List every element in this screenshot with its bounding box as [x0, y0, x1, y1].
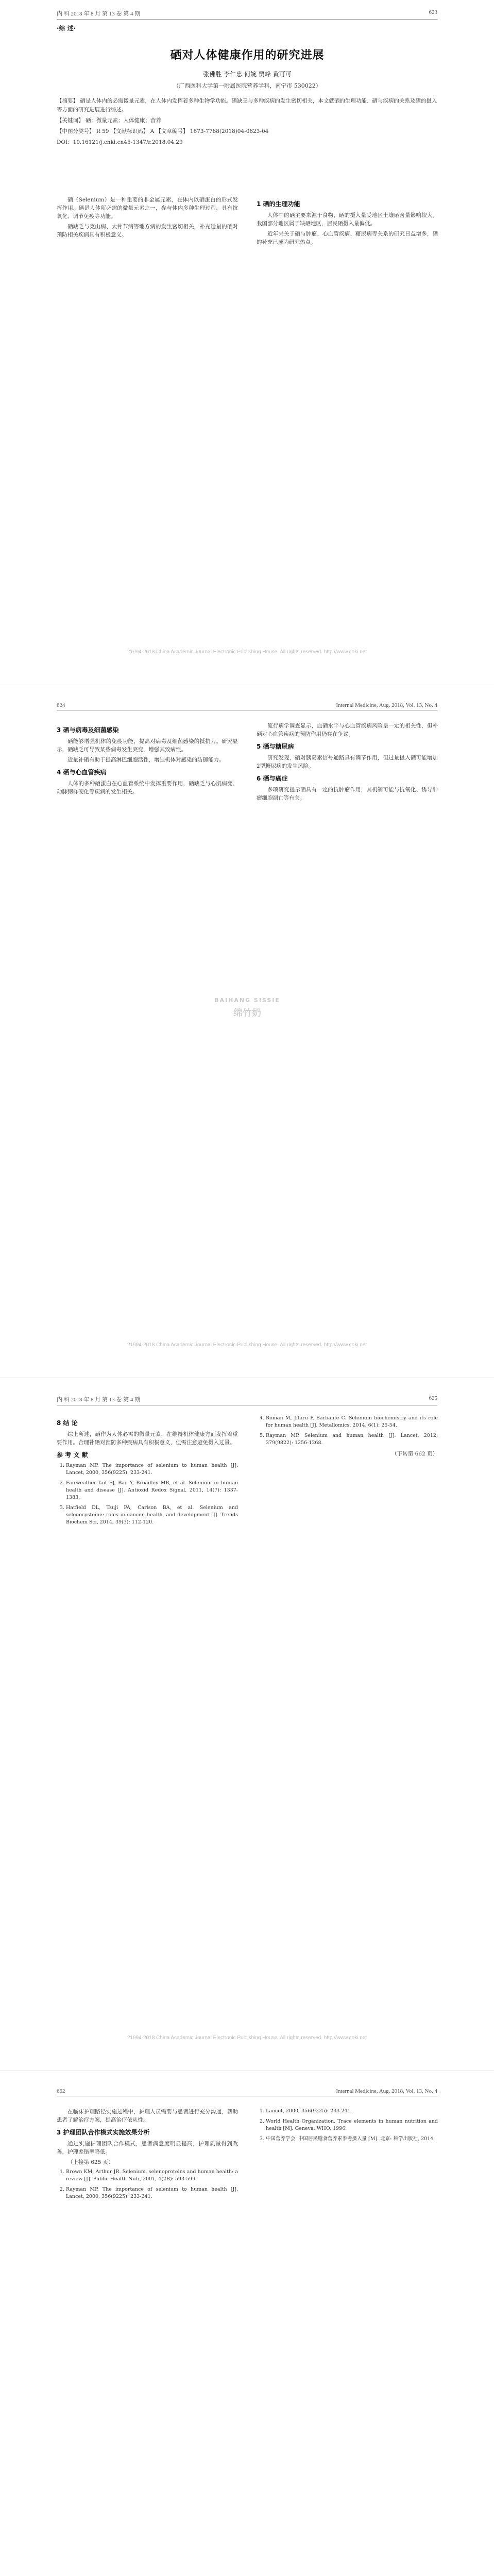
references-heading: 参 考 文 献: [57, 1451, 88, 1459]
body-column-right: [257, 2108, 438, 2146]
paragraph: 硒能够增强机体的免疫功能，提高对病毒及细菌感染的抵抗力。研究显示，硒缺乏可导致某些病毒发生突变，增强其致病性。: [57, 738, 238, 753]
running-header: [57, 2088, 437, 2096]
article-title: 硒对人体健康作用的研究进展: [170, 49, 325, 62]
paragraph: 硒缺乏与克山病、大骨节病等地方病的发生密切相关，补充适量的硒对预防相关疾病具有积极意义。: [57, 224, 238, 238]
header-page-number: 624: [57, 702, 65, 708]
section-heading: 1 硒的生理功能: [257, 200, 300, 208]
body-column-right: [257, 722, 438, 804]
journal-page-623: [0, 0, 494, 685]
abstract-text: 【摘要】 硒是人体内的必需微量元素，在人体内发挥着多种生物学功能。硒缺乏与多种疾病的发生密切相关，本文就硒的生理功能、硒与疾病的关系及硒的摄入等方面的研究进展进行综述。: [57, 98, 437, 113]
body-column-right: [257, 1415, 438, 1460]
header-page-number: 625: [429, 1395, 437, 1401]
body-column-left: [57, 722, 238, 798]
body-column-left: [57, 196, 238, 241]
section-tag: ·综 述·: [57, 25, 76, 32]
header-page-number: 623: [429, 9, 437, 15]
section-heading: 3 硒与病毒及细菌感染: [57, 726, 119, 734]
body-column-right: [257, 196, 438, 248]
paragraph: 人体的多种硒蛋白在心血管系统中发挥重要作用，硒缺乏与心肌病变、动脉粥样硬化等疾病的发生相关。: [57, 781, 238, 795]
reference-list: [57, 2168, 238, 2200]
reference-item: 3. 中国营养学会. 中国居民膳食营养素参考摄入量 [M]. 北京: 科学出版社, 2014.: [266, 2136, 438, 2143]
reference-item: 2. World Health Organization. Trace elements in human nutrition and health [M]. Geneva: WHO, 1996.: [266, 2118, 438, 2132]
header-right: Internal Medicine, Aug. 2018, Vol. 13, No. 4: [336, 2088, 437, 2094]
paragraph: 人体中的硒主要来源于食物，硒的摄入量受地区土壤硒含量影响较大。我国部分地区属于缺硒地区，居民硒摄入量偏低。: [257, 212, 438, 227]
journal-page-625: [0, 1386, 494, 2071]
stamp-latin: BAIHANG SISSIE: [214, 997, 280, 1004]
header-left: 内 科 2018 年 8 月 第 13 卷 第 4 期: [57, 1397, 141, 1403]
body-column-left: [57, 1415, 238, 1529]
reference-item: 5. Rayman MP. Selenium and human health [J]. Lancet, 2012, 379(9822): 1256-1268.: [266, 1432, 438, 1447]
classification-codes: 【中图分类号】 R 59 【文献标识码】 A 【文章编号】 1673-7768(2018)04-0623-04: [57, 128, 269, 134]
paragraph: 通过实施护理团队合作模式，患者满意度明显提高，护理质量得到改善，护理差错率降低。: [57, 2141, 238, 2155]
running-header: [57, 9, 437, 20]
continued-note: （下转第 662 页）: [391, 1451, 438, 1457]
reference-item: 2. Fairweather-Tait SJ, Bao Y, Broadley MR, et al. Selenium in human health and disease [J]. Antioxid Redox Signal, 2011, 14(7): 1337-1383.: [66, 1480, 238, 1501]
paragraph: 流行病学调查显示，血硒水平与心血管疾病风险呈一定的相关性，但补硒对心血管疾病的预防作用仍存在争议。: [257, 723, 438, 737]
paragraph: 综上所述，硒作为人体必需的微量元素，在维持机体健康方面发挥着重要作用。合理补硒对预防多种疾病具有积极意义，但需注意避免摄入过量。: [57, 1431, 238, 1446]
reference-list: [57, 1462, 238, 1526]
reference-item: 4. Roman M, Jitaru P, Barbante C. Selenium biochemistry and its role for human health [J]. Metallomics, 2014, 6(1): 25-54.: [266, 1415, 438, 1429]
author-list: 张佛胜 李仁忠 何婉 贾峰 黄可可: [203, 71, 292, 78]
section-heading: 5 硒与糖尿病: [257, 743, 294, 750]
publisher-watermark: ?1994-2018 China Academic Journal Electronic Publishing House. All rights reserved. http://www.cnki.net: [127, 649, 367, 655]
reference-item: 1. Lancet, 2000, 356(9225): 233-241.: [266, 2108, 438, 2115]
reference-list: [257, 1415, 438, 1447]
header-page-number: 662: [57, 2088, 65, 2094]
reference-list: [257, 2108, 438, 2143]
paragraph: 多项研究提示硒具有一定的抗肿瘤作用，其机制可能与抗氧化、诱导肿瘤细胞凋亡等有关。: [257, 787, 438, 801]
publisher-stamp: [206, 997, 288, 1026]
doi: DOI：10.16121/j.cnki.cn45-1347/r.2018.04.29: [57, 139, 183, 145]
stamp-cjk: 绵竹奶: [233, 1008, 261, 1019]
header-right: Internal Medicine, Aug. 2018, Vol. 13, No. 4: [336, 702, 437, 708]
running-header: [57, 1395, 437, 1405]
journal-page-624: [0, 693, 494, 1378]
continued-from-note: （上接第 625 页）: [67, 2159, 114, 2165]
article-header: [57, 46, 438, 149]
reference-item: 2. Rayman MP. The importance of selenium to human health [J]. Lancet, 2000, 356(9225): 233-241.: [66, 2186, 238, 2200]
abstract-block: [57, 97, 438, 147]
paragraph: 硒（Selenium）是一种重要的非金属元素，在体内以硒蛋白的形式发挥作用。硒是人体所必需的微量元素之一，参与体内多种生理过程，具有抗氧化、调节免疫等功能。: [57, 197, 238, 219]
paragraph: 适量补硒有助于提高淋巴细胞活性，增强机体对感染的防御能力。: [67, 757, 225, 763]
reference-item: 1. Brown KM, Arthur JR. Selenium, selenoproteins and human health: a review [J]. Public Health Nutr, 2001, 4(2B): 593-599.: [66, 2168, 238, 2183]
section-heading: 3 护理团队合作模式实施效果分析: [57, 2129, 150, 2136]
paragraph: 研究发现，硒对胰岛素信号通路具有调节作用，但过量摄入硒可能增加2型糖尿病的发生风险。: [257, 755, 438, 769]
section-heading: 6 硒与癌症: [257, 775, 288, 782]
publisher-watermark: ?1994-2018 China Academic Journal Electronic Publishing House. All rights reserved. http://www.cnki.net: [127, 1342, 367, 1348]
reference-item: 1. Rayman MP. The importance of selenium to human health [J]. Lancet, 2000, 356(9225): 233-241.: [66, 1462, 238, 1477]
section-heading: 4 硒与心血管疾病: [57, 769, 107, 776]
paragraph: 在临床护理路径实施过程中，护理人员需要与患者进行充分沟通，帮助患者了解治疗方案，提高治疗依从性。: [57, 2109, 238, 2123]
section-heading: 8 结 论: [57, 1419, 78, 1427]
keywords: 【关键词】 硒；微量元素；人体健康；营养: [57, 117, 161, 124]
journal-page-662: [0, 2079, 494, 2576]
header-left: 内 科 2018 年 8 月 第 13 卷 第 4 期: [57, 11, 141, 17]
publisher-watermark: ?1994-2018 China Academic Journal Electronic Publishing House. All rights reserved. http://www.cnki.net: [127, 2035, 367, 2041]
reference-item: 3. Hatfield DL, Tsuji PA, Carlson BA, et al. Selenium and selenocysteine: roles in cancer, health, and development [J]. Trends Biochem Sci, 2014, 39(3): 112-120.: [66, 1504, 238, 1526]
author-affiliation: （广西医科大学第一附属医院营养学科，南宁市 530022）: [173, 82, 321, 89]
running-header: [57, 702, 437, 710]
body-column-left: [57, 2108, 238, 2204]
paragraph: 近年来关于硒与肿瘤、心血管疾病、糖尿病等关系的研究日益增多，硒的补充已成为研究热点。: [257, 231, 438, 245]
